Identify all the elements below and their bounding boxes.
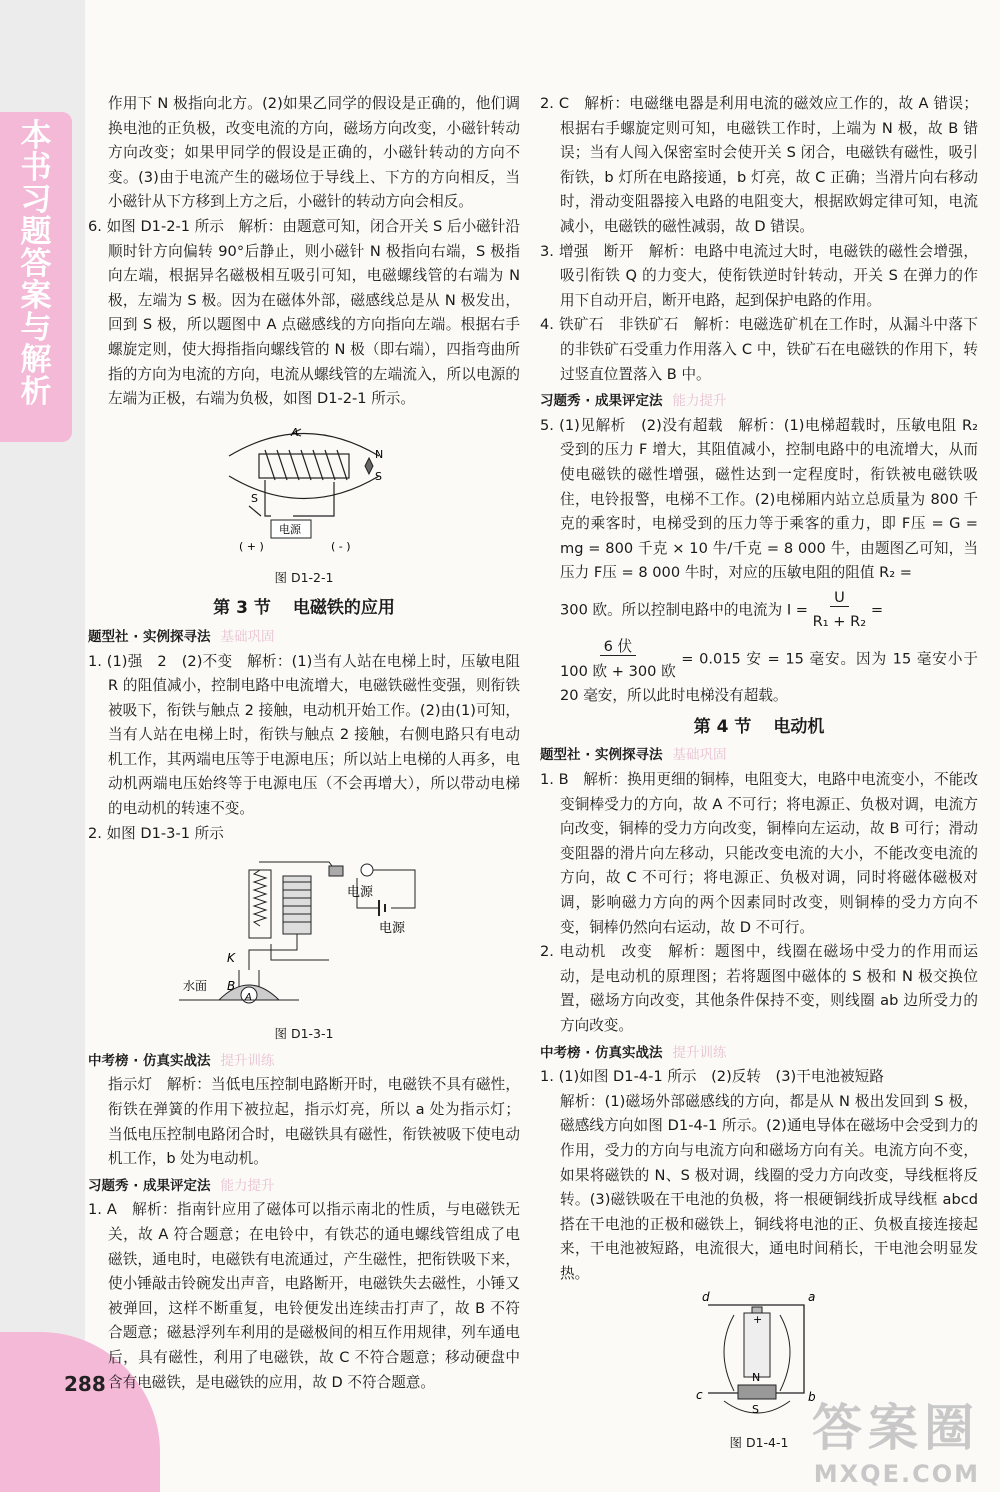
band-title: 习题秀 · 成果评定法: [540, 393, 663, 410]
section-title: [88, 596, 520, 621]
answer-item-5: 5. (1)见解析 (2)没有超载 解析：(1)电梯超载时，压敏电阻 R₂ 受到的压力 F 增大，其阻值减小，控制电路中的电流增大，从而使电磁铁的磁性增强，磁性达到一定程度时，衔铁被电磁铁吸住，电铃报警，电梯不工作。(2)电梯厢内站立总质量为 800 千克的乘客时，电梯受到的压力等于乘客的重力，即 F压 = G = mg = 800 千克 × 10 牛/千克 = 8 000 牛，由题图乙可知，当压力 F压 = 8 000 牛时，对应的压敏电阻的阻值 R₂ =: [540, 416, 978, 582]
formula-text: 300 欧。所以控制电路中的电流为 I =: [560, 601, 809, 619]
label-a: A: [291, 425, 299, 439]
answer-item-2: 2. 如图 D1-3-1 所示: [88, 824, 224, 842]
right-column: [540, 92, 978, 1457]
band-stamp: 提升训练: [672, 1044, 727, 1061]
band-heading: [540, 743, 978, 768]
band-title: 习题秀 · 成果评定法: [88, 1177, 211, 1194]
label-water: 水面: [183, 979, 208, 994]
band-title: 中考榜 · 仿真实战法: [88, 1052, 211, 1069]
label-b: B: [227, 979, 236, 994]
label-n: N: [375, 447, 384, 461]
equals-sign: =: [870, 601, 884, 619]
label-power-1: 电源: [347, 885, 374, 901]
answer-formula-line: [540, 586, 978, 635]
fraction-denominator: 100 欧 + 300 欧: [560, 662, 676, 680]
answer-item-2: 2. C 解析：电磁继电器是利用电流的磁效应工作的，故 A 错误；根据右手螺旋定则可知，电磁铁工作时，上端为 N 极，故 B 错误；当有人闯入保密室时会使开关 S 闭合，电磁铁有磁性，吸引衔铁，b 灯所在电路接通，b 灯亮，故 C 正确；当滑片向右移动时，滑动变阻器接入电路的电阻变大，根据欧姆定律可知，电流减小，电磁铁的磁性减弱，故 D 错误。: [540, 95, 978, 235]
page-number: 288: [64, 1372, 106, 1396]
label-n: N: [752, 1370, 761, 1384]
watermark-line1: 答案圈: [812, 1399, 980, 1457]
band-heading: [88, 625, 520, 650]
formula-text: = 0.015 安 = 15 毫安。因为 15 毫安小于 20 毫安，所以此时电梯没有超载。: [560, 650, 978, 705]
watermark-line2: MXQE.COM: [813, 1460, 980, 1488]
figure-caption: 图 D1-3-1: [274, 1026, 334, 1042]
band-stamp: 基础巩固: [220, 628, 275, 645]
label-minus: ( - ): [331, 539, 351, 553]
answer-item-1: 1. A 解析：指南针应用了磁体可以指示南北的性质，与电磁铁无关，故 A 符合题意；在电铃中，有铁芯的通电螺线管组成了电磁铁，通电时，电磁铁有电流通过，产生磁性，把衔铁吸下来，使小锤敲击铃碗发出声音，电路断开，电磁铁失去磁性，小锤又被弹回，这样不断重复，电铃便发出连续击打声了，故 B 不符合题意；磁悬浮列车利用的是磁极间的相互作用规律，列车通电后，具有磁性，利用了电磁铁，故 C 不符合题意；移动硬盘中含有电磁铁，是电磁铁的应用，故 D 不符合题意。: [88, 1201, 520, 1391]
label-s-needle: S: [375, 469, 382, 483]
band-heading: [88, 1049, 520, 1074]
label-s: S: [752, 1402, 759, 1416]
answer-item-1: 1. B 解析：换用更细的铜棒，电阻变大，电路中电流变小，不能改变铜棒受力的方向，故 A 不可行；将电源正、负极对调，电流方向改变，铜棒的受力方向改变，铜棒向左运动，故 B 可行；滑动变阻器的滑片向左移动，只能改变电流的大小，不能改变电流的方向，故 C 不可行；将电源正、负极对调，同时将磁体磁极对调，影响磁力方向的两个因素同时改变，则铜棒的受力方向不变，铜棒仍然向右运动，故 D 不可行。: [540, 771, 978, 936]
section-name: 电磁铁的应用: [292, 598, 395, 619]
label-plus: ( + ): [239, 539, 264, 553]
answer-item-2: 2. 电动机 改变 解析：题图中，线圈在磁场中受力的作用而运动，是电动机的原理图；若将题图中磁体的 S 极和 N 极交换位置，磁场方向改变，其他条件保持不变，则线圈 ab 边所受力的方向改变。: [540, 943, 978, 1034]
figure-relay: [179, 850, 429, 1022]
section-name: 电动机: [773, 716, 825, 737]
section-number: 第 4 节: [693, 716, 752, 737]
band-title: 中考榜 · 仿真实战法: [540, 1044, 663, 1061]
band-heading: [540, 389, 978, 414]
label-s-switch: S: [251, 491, 258, 505]
label-power: 电源: [279, 522, 301, 536]
answer-formula-line: [540, 635, 978, 709]
band-stamp: 提升训练: [220, 1052, 275, 1069]
fraction: [560, 635, 676, 684]
fraction: [813, 586, 867, 635]
answer-item-6: 6. 如图 D1-2-1 所示 解析：由题意可知，闭合开关 S 后小磁针沿顺时针方向偏转 90°后静止，则小磁针 N 极指向右端，S 极指向左端，根据异名磁极相互吸引可知，电磁螺线管的右端为 N 极，左端为 S 极。因为在磁体外部，磁感线总是从 N 极发出，回到 S 极，所以题图中 A 点磁感线的方向指向左端。根据右手螺旋定则，使大拇指指向螺线管的 N 极（即右端），四指弯曲所指的方向为电流的方向，电流从螺线管的左端流入，所以电源的左端为正极，右端为负极，如图 D1-2-1 所示。: [88, 217, 520, 408]
band-stamp: 基础巩固: [672, 747, 727, 764]
band-title: 题型社 · 实例探寻法: [540, 747, 663, 764]
figure-motor: [694, 1291, 824, 1431]
figure-caption: 图 D1-4-1: [729, 1434, 789, 1450]
label-a: A: [245, 992, 252, 1004]
band-stamp: 能力提升: [220, 1177, 275, 1194]
band-stamp: 能力提升: [672, 393, 727, 410]
figure-caption: 图 D1-2-1: [274, 569, 334, 585]
answer-paragraph: 解析：(1)磁场外部磁感线的方向，都是从 N 极出发回到 S 极，磁感线方向如图 D1-4-1 所示。(2)通电导体在磁场中会受到力的作用，受力的方向与电流方向和磁场方向有关。电流方向不变，如果将磁铁的 N、S 极对调，线圈的受力方向改变，导线框将反转。(3)磁铁吸在干电池的负极，将一根硬铜线折成导线框 abcd 搭在干电池的正极和磁铁上，铜线将电池的正、负极直接连接起来，干电池被短路，电流很大，通电时间稍长，干电池会明显发热。: [560, 1092, 978, 1282]
side-tab-text: 本书习题答案与解析: [20, 118, 52, 410]
left-column: [88, 92, 520, 1395]
band-heading: [88, 1174, 520, 1199]
label-power-2: 电源: [379, 921, 406, 937]
fraction-denominator: R₁ + R₂: [812, 613, 867, 631]
label-d: d: [702, 1290, 710, 1304]
fraction-numerator: 6 伏: [600, 638, 637, 656]
label-plus: +: [753, 1312, 763, 1326]
side-tab: [0, 112, 72, 442]
answer-item-1: 1. (1)强 2 (2)不变 解析：(1)当有人站在电梯上时，压敏电阻 R 的阻值减小，控制电路中电流增大，电磁铁磁性变强，则衔铁被吸下，衔铁与触点 2 接触，电动机开始工作。(2)由(1)可知，当有人站在电梯上时，衔铁与触点 2 接触，右侧电路只有电动机工作，其两端电压等于电源电压；所以站上电梯的人再多，电动机两端电压始终等于电源电压（不会再增大），所以带动电梯的电动机的转速不变。: [88, 652, 520, 818]
answer-item-3: 3. 增强 断开 解析：电路中电流过大时，电磁铁的磁性会增强，吸引衔铁 Q 的力变大，使衔铁逆时针转动，开关 S 在弹力的作用下自动开启，断开电路，起到保护电路的作用。: [540, 242, 978, 309]
answer-paragraph: 作用下 N 极指向北方。(2)如果乙同学的假设是正确的，他们调换电池的正负极，改变电流的方向，磁场方向改变，小磁针转动方向改变；如果甲同学的假设是正确的，小磁针转动的方向不变。(3)由于电流产生的磁场位于导线上、下方的方向相反，当小磁针从下方移到上方之后，小磁针的转动方向会相反。: [108, 95, 520, 211]
label-k: K: [227, 951, 235, 966]
label-b: b: [808, 1389, 816, 1404]
answer-item-4: 4. 铁矿石 非铁矿石 解析：电磁选矿机在工作时，从漏斗中落下的非铁矿石受重力作用落入 C 中，铁矿石在电磁铁的作用下，转过竖直位置落入 B 中。: [540, 316, 978, 383]
answer-item-1: 1. (1)如图 D1-4-1 所示 (2)反转 (3)干电池被短路: [540, 1068, 884, 1086]
section-number: 第 3 节: [213, 598, 271, 619]
section-title: [540, 715, 978, 740]
figure-solenoid: [209, 416, 399, 566]
band-heading: [540, 1041, 978, 1066]
label-a: a: [808, 1290, 816, 1304]
label-c: c: [696, 1387, 703, 1402]
answer-paragraph: 指示灯 解析：当低电压控制电路断开时，电磁铁不具有磁性，衔铁在弹簧的作用下被拉起，指示灯亮，所以 a 处为指示灯；当低电压控制电路闭合时，电磁铁具有磁性，衔铁被吸下使电动机工作，b 处为电动机。: [108, 1076, 520, 1168]
band-title: 题型社 · 实例探寻法: [88, 628, 211, 645]
fraction-numerator: U: [830, 589, 849, 607]
